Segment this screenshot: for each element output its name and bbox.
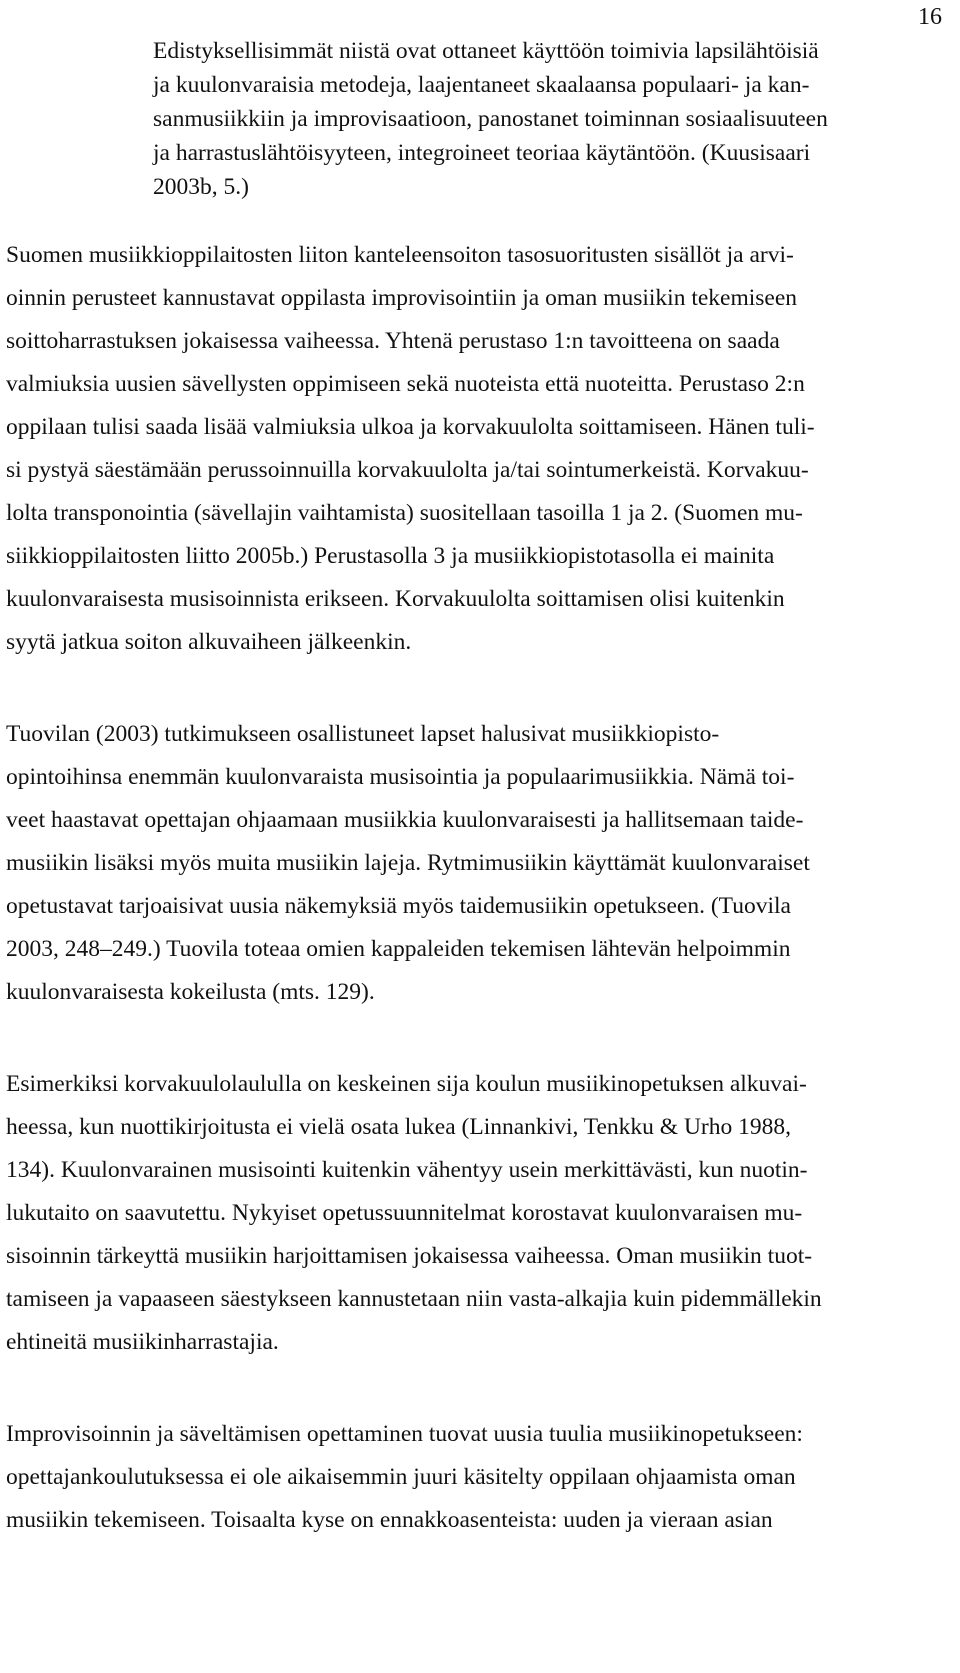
- text-line: syytä jatkua soiton alkuvaiheen jälkeenkin.: [6, 629, 412, 655]
- text-line: soittoharrastuksen jokaisessa vaiheessa. Yhtenä perustaso 1:n tavoitteena on saada: [6, 328, 780, 354]
- page-number: 16: [918, 4, 942, 30]
- text-line: veet haastavat opettajan ohjaamaan musiikkia kuulonvaraisesti ja hallitsemaan taide-: [6, 807, 804, 833]
- text-line: opetustavat tarjoaisivat uusia näkemyksiä myös taidemusiikin opetukseen. (Tuovila: [6, 893, 791, 919]
- quote-line: sanmusiikkiin ja improvisaatioon, panostanet toiminnan sosiaalisuuteen: [153, 106, 828, 132]
- text-line: lolta transponointia (sävellajin vaihtamista) suositellaan tasoilla 1 ja 2. (Suomen mu-: [6, 500, 803, 526]
- text-line: musiikin tekemiseen. Toisaalta kyse on ennakkoasenteista: uuden ja vieraan asian: [6, 1507, 773, 1533]
- text-line: siikkioppilaitosten liitto 2005b.) Perustasolla 3 ja musiikkiopistotasolla ei mainita: [6, 543, 775, 569]
- text-line: kuulonvaraisesta musisoinnista erikseen. Korvakuulolta soittamisen olisi kuitenkin: [6, 586, 785, 612]
- text-line: valmiuksia uusien sävellysten oppimiseen sekä nuoteista että nuoteitta. Perustaso 2:n: [6, 371, 805, 397]
- text-line: musiikin lisäksi myös muita musiikin lajeja. Rytmimusiikin käyttämät kuulonvaraiset: [6, 850, 810, 876]
- quote-line: Edistyksellisimmät niistä ovat ottaneet käyttöön toimivia lapsilähtöisiä: [153, 38, 819, 64]
- quote-line: ja harrastuslähtöisyyteen, integroineet teoriaa käytäntöön. (Kuusisaari: [153, 140, 811, 166]
- quote-line: ja kuulonvaraisia metodeja, laajentaneet skaalaansa populaari- ja kan-: [153, 72, 810, 98]
- text-line: 2003, 248–249.) Tuovila toteaa omien kappaleiden tekemisen lähtevän helpoimmin: [6, 936, 791, 962]
- text-line: oppilaan tulisi saada lisää valmiuksia ulkoa ja korvakuulolta soittamiseen. Hänen tuli-: [6, 414, 815, 440]
- quote-line: 2003b, 5.): [153, 174, 249, 200]
- text-line: Esimerkiksi korvakuulolaululla on keskeinen sija koulun musiikinopetuksen alkuvai-: [6, 1071, 807, 1097]
- text-line: ehtineitä musiikinharrastajia.: [6, 1329, 279, 1355]
- text-line: oinnin perusteet kannustavat oppilasta improvisointiin ja oman musiikin tekemiseen: [6, 285, 798, 311]
- text-line: Suomen musiikkioppilaitosten liiton kanteleensoiton tasosuoritusten sisällöt ja arvi-: [6, 242, 794, 268]
- text-line: Tuovilan (2003) tutkimukseen osallistuneet lapset halusivat musiikkiopisto-: [6, 721, 720, 747]
- text-line: lukutaito on saavutettu. Nykyiset opetussuunnitelmat korostavat kuulonvaraisen mu-: [6, 1200, 803, 1226]
- text-line: opettajankoulutuksessa ei ole aikaisemmin juuri käsitelty oppilaan ohjaamista oman: [6, 1464, 796, 1490]
- text-line: si pystyä säestämään perussoinnuilla korvakuulolta ja/tai sointumerkeistä. Korvakuu-: [6, 457, 809, 483]
- text-line: 134). Kuulonvarainen musisointi kuitenkin vähentyy usein merkittävästi, kun nuotin-: [6, 1157, 808, 1183]
- text-line: sisoinnin tärkeyttä musiikin harjoittamisen jokaisessa vaiheessa. Oman musiikin tuot-: [6, 1243, 813, 1269]
- text-line: heessa, kun nuottikirjoitusta ei vielä osata lukea (Linnankivi, Tenkku & Urho 1988,: [6, 1114, 792, 1140]
- text-line: Improvisoinnin ja säveltämisen opettaminen tuovat uusia tuulia musiikinopetukseen:: [6, 1421, 803, 1447]
- text-line: tamiseen ja vapaaseen säestykseen kannustetaan niin vasta-alkajia kuin pidemmällekin: [6, 1286, 822, 1312]
- text-line: kuulonvaraisesta kokeilusta (mts. 129).: [6, 979, 375, 1005]
- text-line: opintoihinsa enemmän kuulonvaraista musisointia ja populaarimusiikkia. Nämä toi-: [6, 764, 795, 790]
